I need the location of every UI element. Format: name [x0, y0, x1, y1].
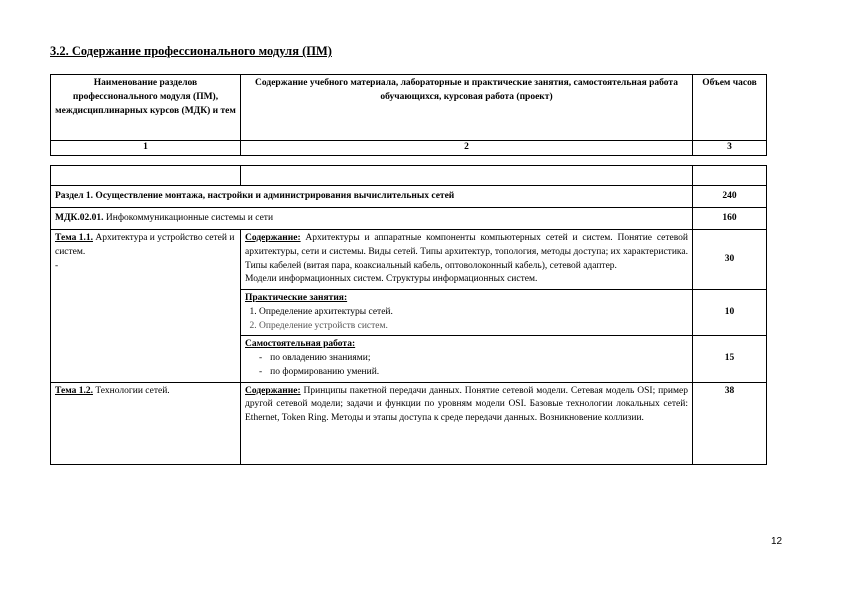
topic2-name-cell — [51, 382, 241, 464]
section-row — [51, 186, 767, 208]
page-title: 3.2. Содержание профессионального модуля (ПМ) — [50, 44, 332, 58]
page-number: 12 — [771, 536, 783, 547]
practice-item: 2. Определение устройств систем. — [259, 320, 688, 334]
topic1-content-text: Архитектуры и аппаратные компоненты компьютерных сетей и систем. Понятие сетевой архитектуры, сети и системы. Виды сетей. Типы архитектур, топология, методы доступа; их характеристика. Типы кабелей (витая пара, коаксиальный кабель, оптоволоконный кабель), сетевой адаптер. — [245, 233, 688, 271]
spacer-cell — [51, 166, 241, 186]
topic2-content — [241, 382, 693, 464]
header-table — [50, 74, 767, 156]
spacer-cell — [241, 166, 693, 186]
topic1-practice-hours: 10 — [693, 290, 767, 336]
topic1-self-label: Самостоятельная работа: — [245, 339, 356, 350]
mdk-row — [51, 208, 767, 230]
topic2-hours: 38 — [693, 382, 767, 464]
header-num-2: 2 — [241, 141, 693, 156]
header-col-sections: Наименование разделов профессионального модуля (ПМ), междисциплинарных курсов (МДК) и тем — [51, 75, 241, 141]
topic1-self-hours: 15 — [693, 336, 767, 382]
topic1-practice-label: Практические занятия: — [245, 293, 348, 304]
topic1-content-row — [51, 230, 767, 290]
practice-list — [245, 306, 688, 334]
topic1-content-label: Содержание: — [245, 233, 301, 243]
topic2-name: Технологии сетей. — [92, 385, 170, 396]
header-num-1: 1 — [51, 141, 241, 156]
topic1-practice — [241, 290, 693, 336]
topic2-content-label: Содержание: — [245, 385, 301, 396]
topic1-content-text-2: Модели информационных систем. Структуры информационных систем. — [245, 274, 538, 285]
header-col-content: Содержание учебного материала, лабораторные и практические занятия, самостоятельная работа обучающихся, курсовая работа (проект) — [241, 75, 693, 141]
topic2-row — [51, 382, 767, 464]
section-label: Раздел 1. Осуществление монтажа, настройки и администрирования вычислительных сетей — [51, 186, 693, 208]
spacer-cell — [693, 166, 767, 186]
topic1-self — [241, 336, 693, 382]
self-list — [245, 352, 688, 380]
topic2-code: Тема 1.2. — [55, 385, 93, 396]
mdk-hours: 160 — [693, 208, 767, 230]
topic1-mark: - — [55, 260, 59, 271]
practice-item: 1. Определение архитектуры сетей. — [259, 306, 688, 320]
mdk-name: Инфокоммуникационные системы и сети — [103, 212, 274, 223]
spacer-row — [51, 166, 767, 186]
section-hours: 240 — [693, 186, 767, 208]
content-table — [50, 165, 767, 465]
mdk-code: МДК.02.01. — [55, 212, 104, 223]
mdk-cell — [51, 208, 693, 230]
topic1-content — [241, 230, 693, 290]
header-num-3: 3 — [693, 141, 767, 156]
topic1-name-cell — [51, 230, 241, 383]
topic2-content-text: Принципы пакетной передачи данных. Понятие сетевой модели. Сетевая модель OSI; пример другой сетевой модели; задачи и функции по уровням модели OSI. Базовые технологии локальных сетей: Ethernet, Token Ring. Методы и этапы доступа к среде передачи данных. Возникновение коллизии. — [245, 385, 688, 424]
self-item: - по формированию умений. — [273, 366, 688, 380]
topic1-name: Архитектура и устройство сетей и систем. — [55, 233, 235, 257]
self-item: - по овладению знаниями; — [273, 352, 688, 366]
header-col-hours: Объем часов — [693, 75, 767, 141]
topic1-code: Тема 1.1. — [55, 233, 93, 243]
topic1-content-hours: 30 — [693, 230, 767, 290]
